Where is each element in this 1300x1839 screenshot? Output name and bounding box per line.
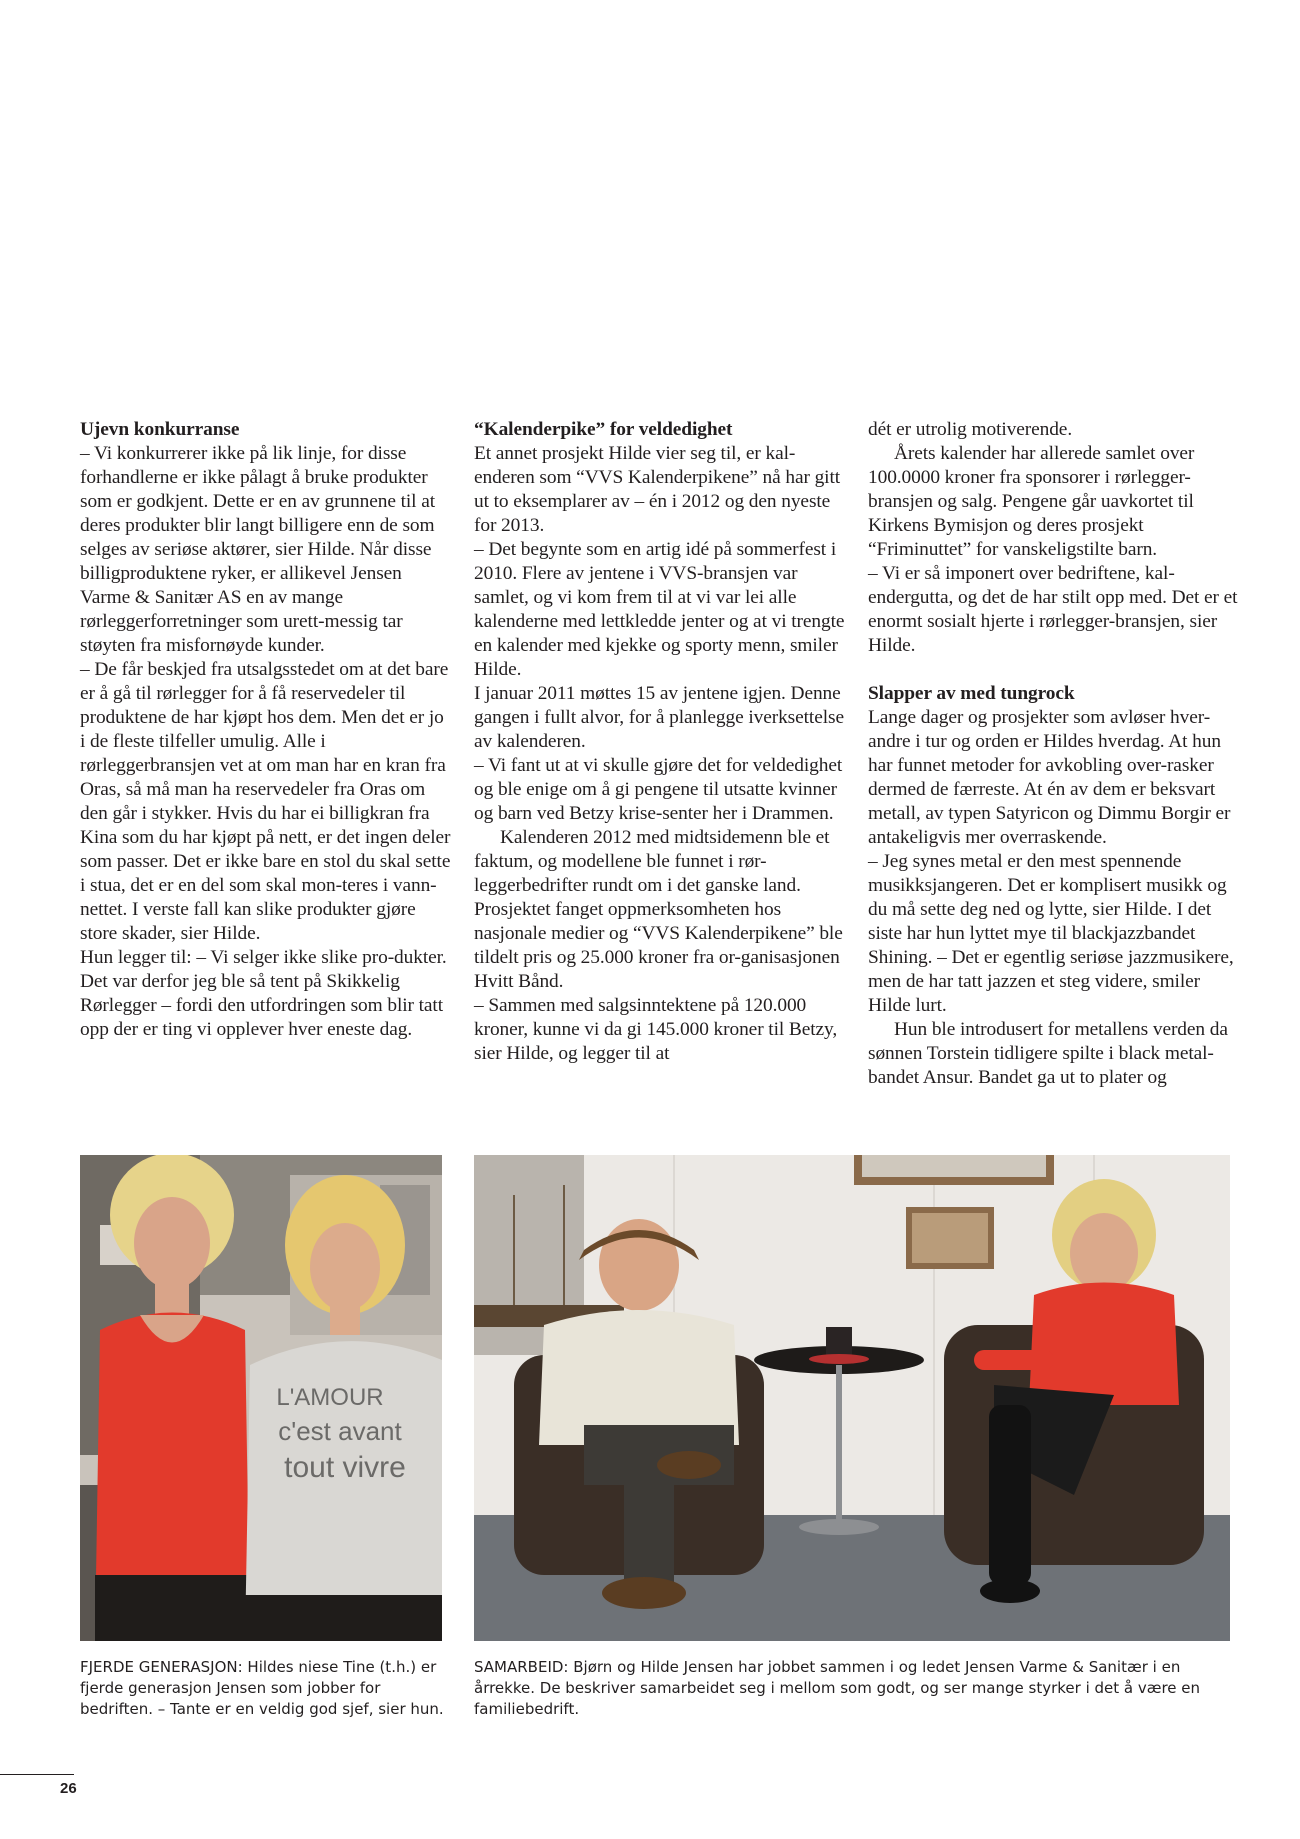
paragraph: Hun legger til: – Vi selger ikke slike pro-dukter. Det var derfor jeg ble så tent på Skikkelig Rørlegger – fordi den utfordringen som blir tatt opp der er ting vi opplever hver eneste dag.: [80, 947, 447, 1040]
subheading-ujevn-konkurranse: Ujevn konkurranse: [80, 419, 240, 440]
paragraph: Hun ble introdusert for metallens verden da sønnen Torstein tidligere spilte i black metal-bandet Ansur. Bandet ga ut to plater og: [868, 1019, 1228, 1088]
paragraph: dét er utrolig motiverende.: [868, 419, 1073, 440]
article-column-1: [80, 418, 452, 1042]
paragraph: – Vi er så imponert over bedriftene, kal-endergutta, og det de har stilt opp med. Det er et enormt sosialt hjerte i rørlegger-bransjen, sier Hilde.: [868, 563, 1238, 656]
paragraph: Årets kalender har allerede samlet over 100.0000 kroner fra sponsorer i rørlegger-bransjen og salg. Pengene går uavkortet til Kirkens Bymisjon og deres prosjekt “Friminuttet” for vanskeligstilte barn.: [868, 443, 1195, 560]
article-column-2: [474, 418, 846, 1066]
caption-text: Hildes niese Tine (t.h.) er fjerde generasjon Jensen som jobber for bedriften. – Tante er en veldig god sjef, sier hun.: [80, 1658, 444, 1718]
caption-lead: FJERDE GENERASJON:: [80, 1658, 243, 1676]
paragraph: – Vi fant ut at vi skulle gjøre det for veldedighet og ble enige om å gi pengene til utsatte kvinner og barn ved Betzy krise-senter her i Drammen.: [474, 755, 843, 824]
caption-lead: SAMARBEID:: [474, 1658, 569, 1676]
paragraph: – Vi konkurrerer ikke på lik linje, for disse forhandlerne er ikke pålagt å bruke produkter som er godkjent. Dette er en av grunnene til at deres produkter blir langt billigere enn de som selges av seriøse aktører, sier Hilde. Når disse billigproduktene ryker, er allikevel Jensen Varme & Sanitær AS en av mange rørleggerforretninger som urett-messig tar støyten fra misfornøyde kunder.: [80, 443, 435, 656]
sweater-text-line-1: L'AMOUR: [276, 1384, 384, 1411]
photo-caption-1: [80, 1657, 450, 1720]
sweater-text-line-3: tout vivre: [284, 1451, 406, 1484]
paragraph: – Sammen med salgsinntektene på 120.000 kroner, kunne vi da gi 145.000 kroner til Betzy, sier Hilde, og legger til at: [474, 995, 838, 1064]
paragraph: – De får beskjed fra utsalgsstedet om at det bare er å gå til rørlegger for å få reservedeler til produktene de har kjøpt hos dem. Men det er jo i de fleste tilfeller umulig. Alle i rørleggerbransjen vet at om man har en kran fra Oras, så må man ha reservedeler fra Oras om den går i stykker. Hvis du har ei billigkran fra Kina som du har kjøpt på nett, er det ingen deler som passer. Det er ikke bare en stol du skal sette i stua, det er en del som skal mon-teres i vann-nettet. I verste fall kan slike produkter gjøre store skader, sier Hilde.: [80, 659, 451, 944]
photo-caption-2: [474, 1657, 1234, 1720]
page-number: 26: [60, 1780, 77, 1797]
caption-text: Bjørn og Hilde Jensen har jobbet sammen i og ledet Jensen Varme & Sanitær i en årrekke. De beskriver samarbeidet seg i mellom som godt, og ser mange styrker i det å være en familiebedrift.: [474, 1658, 1201, 1718]
folio-rule: [0, 1774, 74, 1775]
sweater-text-line-2: c'est avant: [278, 1416, 402, 1446]
paragraph: Lange dager og prosjekter som avløser hver-andre i tur og orden er Hildes hverdag. At hun har funnet metoder for avkobling over-rasker dermed de færreste. At én av dem er beksvart metall, av typen Satyricon og Dimmu Borgir er antakeligvis mer overraskende.: [868, 707, 1231, 848]
article-column-3: [868, 418, 1240, 1090]
paragraph: – Jeg synes metal er den mest spennende musikksjangeren. Det er komplisert musikk og du må sette deg ned og lytte, sier Hilde. I det siste har hun lyttet mye til blackjazzbandet Shining. – Det er egentlig seriøse jazzmusikere, men de har tatt jazzen et steg videre, smiler Hilde lurt.: [868, 851, 1234, 1016]
photo-hilde-and-tine: [80, 1155, 442, 1641]
paragraph: Et annet prosjekt Hilde vier seg til, er kal-enderen som “VVS Kalenderpikene” nå har gitt ut to eksemplarer av – én i 2012 og den nyeste for 2013.: [474, 443, 841, 536]
paragraph: I januar 2011 møttes 15 av jentene igjen. Denne gangen i fullt alvor, for å planlegge iverksettelse av kalenderen.: [474, 683, 844, 752]
paragraph: – Det begynte som en artig idé på sommerfest i 2010. Flere av jentene i VVS-bransjen var samlet, og vi kom frem til at vi var lei alle kalenderne med lettkledde jenter og at vi trengte en kalender med kjekke og sporty menn, smiler Hilde.: [474, 539, 845, 680]
subheading-kalenderpike: “Kalenderpike” for veldedighet: [474, 419, 733, 440]
photo-bjorn-and-hilde: [474, 1155, 1230, 1641]
subheading-slapper-av: Slapper av med tungrock: [868, 683, 1075, 704]
paragraph: Kalenderen 2012 med midtsidemenn ble et faktum, og modellene ble funnet i rør-leggerbedrifter rundt om i det ganske land. Prosjektet fanget oppmerksomheten hos nasjonale medier og “VVS Kalenderpikene” ble tildelt pris og 25.000 kroner fra or-ganisasjonen Hvitt Bånd.: [474, 827, 843, 992]
